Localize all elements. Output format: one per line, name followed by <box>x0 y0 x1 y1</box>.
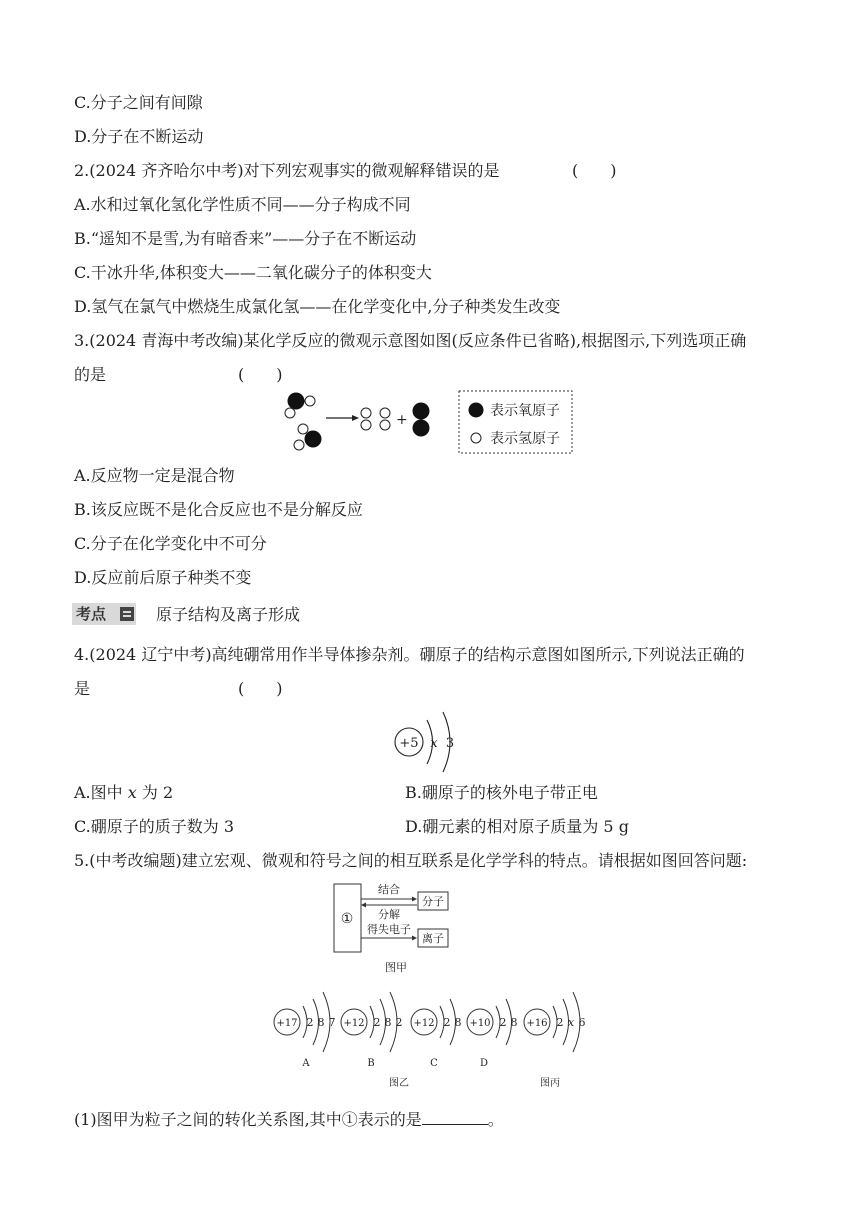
q4-option-d: D.硼元素的相对原子质量为 5 g <box>405 817 629 836</box>
svg-text:6: 6 <box>578 1016 586 1029</box>
svg-text:+12: +12 <box>413 1018 435 1029</box>
svg-text:8: 8 <box>317 1016 325 1029</box>
shell1-electrons: x <box>430 736 438 751</box>
q5-sub1 <box>74 1108 504 1130</box>
atom-d-label: D <box>479 1058 489 1069</box>
q2-option-a: A.水和过氧化氢化学性质不同——分子构成不同 <box>74 195 411 214</box>
q4-stem-line1: 4.(2024 辽宁中考)高纯硼常用作半导体掺杂剂。硼原子的结构示意图如图所示,下列说法正确的 <box>74 645 745 664</box>
svg-text:2: 2 <box>556 1016 564 1029</box>
q1-option-d: D.分子在不断运动 <box>74 127 204 146</box>
svg-text:+10: +10 <box>469 1018 491 1029</box>
q5-sub1-text: (1)图甲为粒子之间的转化关系图,其中①表示的是 <box>74 1110 422 1129</box>
molecule-label: 分子 <box>422 895 444 908</box>
svg-text:2: 2 <box>443 1016 451 1029</box>
hydrogen-atom-icon <box>285 408 295 418</box>
boron-atom-diagram <box>390 706 470 776</box>
q4-option-a-pre: A.图中 <box>74 783 128 802</box>
nucleus-charge: +5 <box>399 736 419 751</box>
svg-text:x: x <box>567 1016 575 1029</box>
q4-option-a-post: 为 2 <box>136 783 174 802</box>
legend-hydrogen-label: 表示氢原子 <box>490 431 560 447</box>
atom-b <box>341 992 403 1069</box>
svg-text:8: 8 <box>454 1016 462 1029</box>
svg-text:2: 2 <box>373 1016 381 1029</box>
hydrogen-atom-icon <box>298 424 308 434</box>
q4-option-b: B.硼原子的核外电子带正电 <box>405 783 598 802</box>
figure-atoms-diagram <box>260 984 600 1090</box>
q4-option-a <box>74 783 173 803</box>
q2-option-b: B.“遥知不是雪,为有暗香来”——分子在不断运动 <box>74 229 417 248</box>
list-icon <box>120 607 134 621</box>
q4-option-c: C.硼原子的质子数为 3 <box>74 817 235 836</box>
q2-stem: 2.(2024 齐齐哈尔中考)对下列宏观事实的微观解释错误的是 <box>74 161 500 180</box>
atom-a <box>274 992 336 1069</box>
q3-answer-paren: ( ) <box>238 365 283 384</box>
hydrogen-atom-icon <box>305 396 315 406</box>
gain-lose-label: 得失电子 <box>367 923 411 936</box>
atom-d <box>467 999 518 1069</box>
svg-text:2: 2 <box>306 1016 314 1029</box>
arrow-head-icon <box>352 415 359 421</box>
q2-answer-paren: ( ) <box>572 161 617 180</box>
q1-option-c: C.分子之间有间隙 <box>74 93 203 112</box>
q3-stem-line2: 的是 <box>74 365 107 384</box>
shell2-electrons: 3 <box>445 736 455 751</box>
legend-hydrogen-icon <box>471 433 481 443</box>
atom-b-label: B <box>367 1058 375 1069</box>
kaodian-badge <box>72 603 136 625</box>
q5-stem: 5.(中考改编题)建立宏观、微观和符号之间的相互联系是化学学科的特点。请根据如图回答问题: <box>74 851 748 870</box>
atom-a-label: A <box>302 1058 310 1069</box>
plus-sign: + <box>396 412 408 428</box>
figure-yi-caption: 图乙 <box>389 1078 409 1089</box>
hydrogen-atom-icon <box>294 440 304 450</box>
legend-oxygen-icon <box>469 403 484 418</box>
svg-text:8: 8 <box>510 1016 518 1029</box>
figure-jia-diagram <box>330 878 460 978</box>
q3-reaction-diagram <box>280 388 580 458</box>
q2-option-d: D.氢气在氯气中燃烧生成氯化氢——在化学变化中,分子种类发生改变 <box>74 297 561 316</box>
q3-option-a: A.反应物一定是混合物 <box>74 466 235 485</box>
svg-text:+16: +16 <box>526 1018 548 1029</box>
oxygen-atom-icon <box>288 393 305 410</box>
box-1-label: ① <box>340 911 354 927</box>
product-hydrogen-molecules <box>361 408 390 430</box>
svg-text:2: 2 <box>499 1016 507 1029</box>
q4-answer-paren: ( ) <box>238 679 283 698</box>
svg-text:+17: +17 <box>276 1018 298 1029</box>
atom-c <box>411 999 462 1069</box>
combine-label: 结合 <box>378 883 400 896</box>
q3-stem-line1: 3.(2024 青海中考改编)某化学反应的微观示意图如图(反应条件已省略),根据图示,下列选项正确 <box>74 331 747 350</box>
q3-option-b: B.该反应既不是化合反应也不是分解反应 <box>74 500 363 519</box>
svg-text:7: 7 <box>328 1016 336 1029</box>
q4-option-a-var: x <box>127 783 137 802</box>
svg-text:+12: +12 <box>343 1018 365 1029</box>
svg-text:2: 2 <box>395 1016 403 1029</box>
product-oxygen-molecule <box>413 403 430 437</box>
ion-label: 离子 <box>422 932 444 945</box>
figure-jia-caption: 图甲 <box>385 961 407 974</box>
decompose-label: 分解 <box>378 908 400 921</box>
atom-c-label: C <box>430 1058 438 1069</box>
q4-stem-line2: 是 <box>74 679 91 698</box>
figure-bing-caption: 图丙 <box>540 1078 560 1089</box>
q5-sub1-end: 。 <box>487 1110 504 1129</box>
q3-option-c: C.分子在化学变化中不可分 <box>74 534 267 553</box>
q3-option-d: D.反应前后原子种类不变 <box>74 568 252 587</box>
legend-oxygen-label: 表示氧原子 <box>490 403 560 419</box>
svg-text:8: 8 <box>384 1016 392 1029</box>
oxygen-atom-icon <box>305 431 322 448</box>
atom-bing <box>524 992 586 1052</box>
reactant-molecule-bottom <box>294 424 322 450</box>
answer-blank[interactable] <box>422 1108 488 1125</box>
q2-option-c: C.干冰升华,体积变大——二氧化碳分子的体积变大 <box>74 263 432 282</box>
kaodian-badge-label: 考点 <box>76 605 107 623</box>
kaodian-title: 原子结构及离子形成 <box>156 605 301 624</box>
reactant-molecule-top <box>285 393 315 419</box>
